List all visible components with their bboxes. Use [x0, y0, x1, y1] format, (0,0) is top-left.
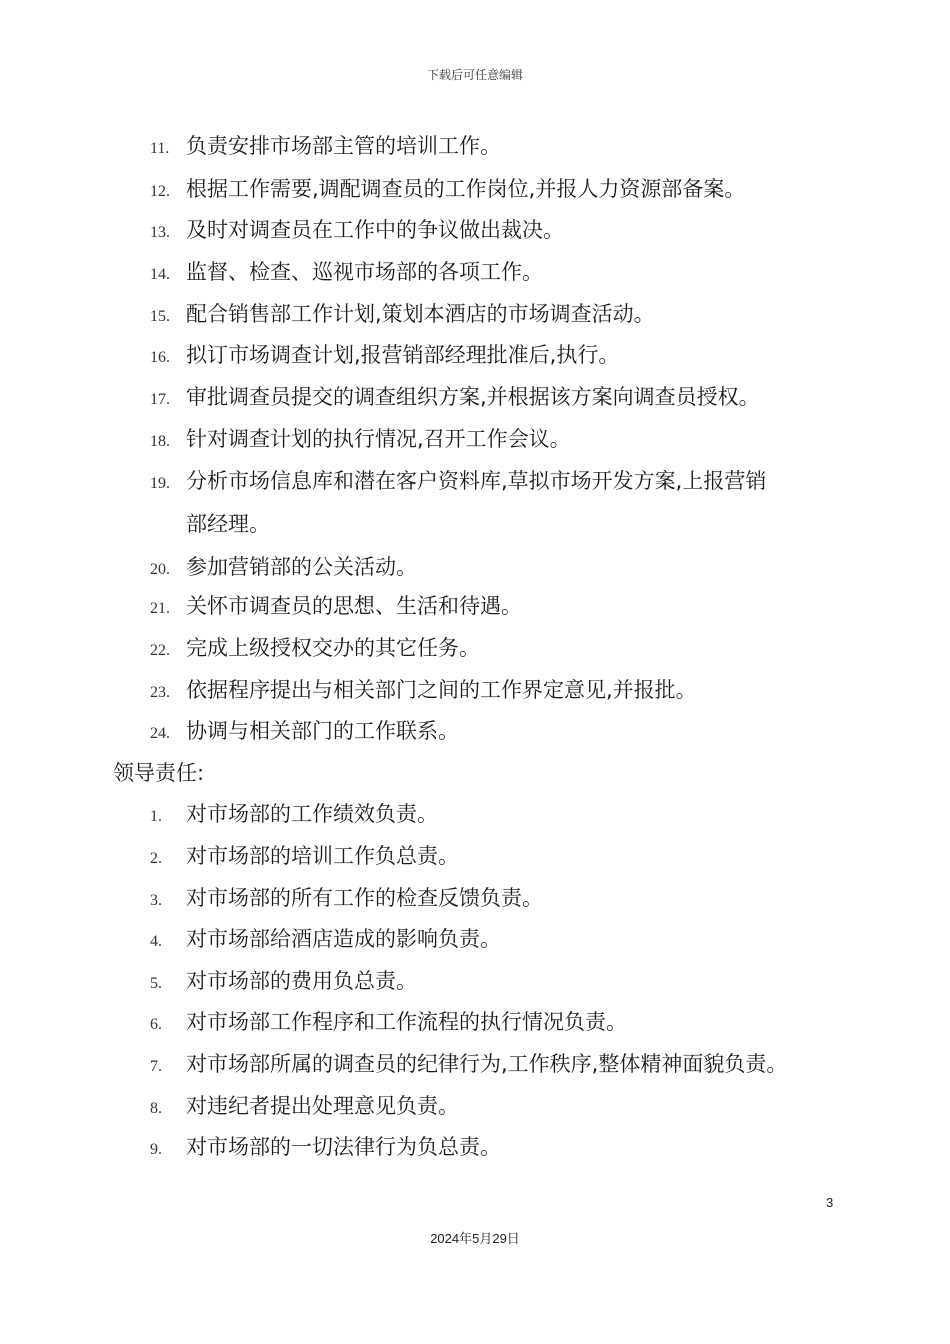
list-item-number: 18. — [150, 433, 170, 450]
list-item-number: 7. — [150, 1058, 162, 1075]
list-item — [150, 553, 417, 584]
list-item-text: 对违纪者提出处理意见负责。 — [186, 1094, 459, 1118]
list-item-number: 13. — [150, 224, 170, 241]
list-item — [150, 341, 619, 372]
list-item — [150, 925, 501, 956]
list-item — [150, 800, 438, 831]
list-item-text: 配合销售部工作计划,策划本酒店的市场调查活动。 — [186, 302, 655, 326]
list-item — [150, 467, 766, 498]
list-item-text: 对市场部的所有工作的检查反馈负责。 — [186, 886, 543, 910]
list-item-text: 协调与相关部门的工作联系。 — [186, 719, 459, 743]
list-item — [150, 717, 459, 748]
footer-date: 2024年5月29日 — [430, 1231, 520, 1246]
list-item-text: 针对调查计划的执行情况,召开工作会议。 — [186, 427, 571, 451]
list-item-number: 12. — [150, 183, 170, 200]
section-title: 领导责任: — [113, 761, 205, 785]
list-item — [150, 258, 543, 289]
list-item-text: 对市场部的工作绩效负责。 — [186, 802, 438, 826]
list-item — [150, 1008, 627, 1039]
list-item-number: 2. — [150, 850, 162, 867]
list-item-number: 17. — [150, 391, 170, 408]
list-item-number: 15. — [150, 308, 170, 325]
list-item-text: 分析市场信息库和潜在客户资料库,草拟市场开发方案,上报营销 — [186, 469, 767, 493]
list-item-text: 及时对调查员在工作中的争议做出裁决。 — [186, 218, 564, 242]
list-item-text: 拟订市场调查计划,报营销部经理批准后,执行。 — [186, 343, 620, 367]
list-item — [150, 383, 760, 414]
list-item-number: 9. — [150, 1141, 162, 1158]
list-item-number: 21. — [150, 600, 170, 617]
list-item-number: 23. — [150, 684, 170, 701]
list-item-text: 审批调查员提交的调查组织方案,并根据该方案向调查员授权。 — [186, 385, 760, 409]
list-item-number: 16. — [150, 349, 170, 366]
list-item-number: 4. — [150, 933, 162, 950]
list-item-number: 24. — [150, 725, 170, 742]
list-item-number: 1. — [150, 808, 162, 825]
list-item-number: 14. — [150, 266, 170, 283]
page-header: 下载后可任意编辑 — [426, 68, 523, 82]
list-item-number: 6. — [150, 1016, 162, 1033]
list-item-number: 11. — [150, 140, 170, 157]
list-item-text: 根据工作需要,调配调查员的工作岗位,并报人力资源部备案。 — [186, 177, 746, 201]
list-item-text: 关怀市调查员的思想、生活和待遇。 — [186, 594, 522, 618]
list-item-text: 对市场部工作程序和工作流程的执行情况负责。 — [186, 1010, 627, 1034]
list-item-text: 对市场部的费用负总责。 — [186, 969, 417, 993]
list-item-number: 20. — [150, 561, 170, 578]
list-item-text: 依据程序提出与相关部门之间的工作界定意见,并报批。 — [186, 678, 697, 702]
list-item — [150, 634, 480, 665]
list-item — [150, 967, 417, 998]
list-item-text: 监督、检查、巡视市场部的各项工作。 — [186, 260, 543, 284]
list-item — [150, 842, 459, 873]
list-item-number: 8. — [150, 1100, 162, 1117]
list-item — [150, 676, 697, 707]
list-item-text: 对市场部的培训工作负总责。 — [186, 844, 459, 868]
list-item — [150, 884, 543, 915]
list-item-text: 完成上级授权交办的其它任务。 — [186, 636, 480, 660]
list-item — [150, 216, 564, 247]
list-item-number: 19. — [150, 475, 170, 492]
list-item — [150, 175, 745, 206]
page-number: 3 — [826, 1195, 834, 1210]
list-item — [150, 425, 571, 456]
list-item — [150, 1092, 459, 1123]
list-item — [150, 1133, 501, 1164]
list-item-text: 对市场部所属的调查员的纪律行为,工作秩序,整体精神面貌负责。 — [186, 1052, 788, 1076]
list-item-text: 对市场部给酒店造成的影响负责。 — [186, 927, 501, 951]
list-item-number: 22. — [150, 642, 170, 659]
list-item — [150, 300, 655, 331]
list-item-continuation: 部经理。 — [186, 512, 270, 536]
list-item-text: 负责安排市场部主管的培训工作。 — [186, 134, 501, 158]
list-item-text: 参加营销部的公关活动。 — [186, 555, 417, 579]
list-item-number: 5. — [150, 975, 162, 992]
list-item — [150, 1050, 787, 1081]
list-item — [150, 592, 522, 623]
list-item-number: 3. — [150, 892, 162, 909]
list-item — [150, 132, 501, 163]
list-item-text: 对市场部的一切法律行为负总责。 — [186, 1135, 501, 1159]
